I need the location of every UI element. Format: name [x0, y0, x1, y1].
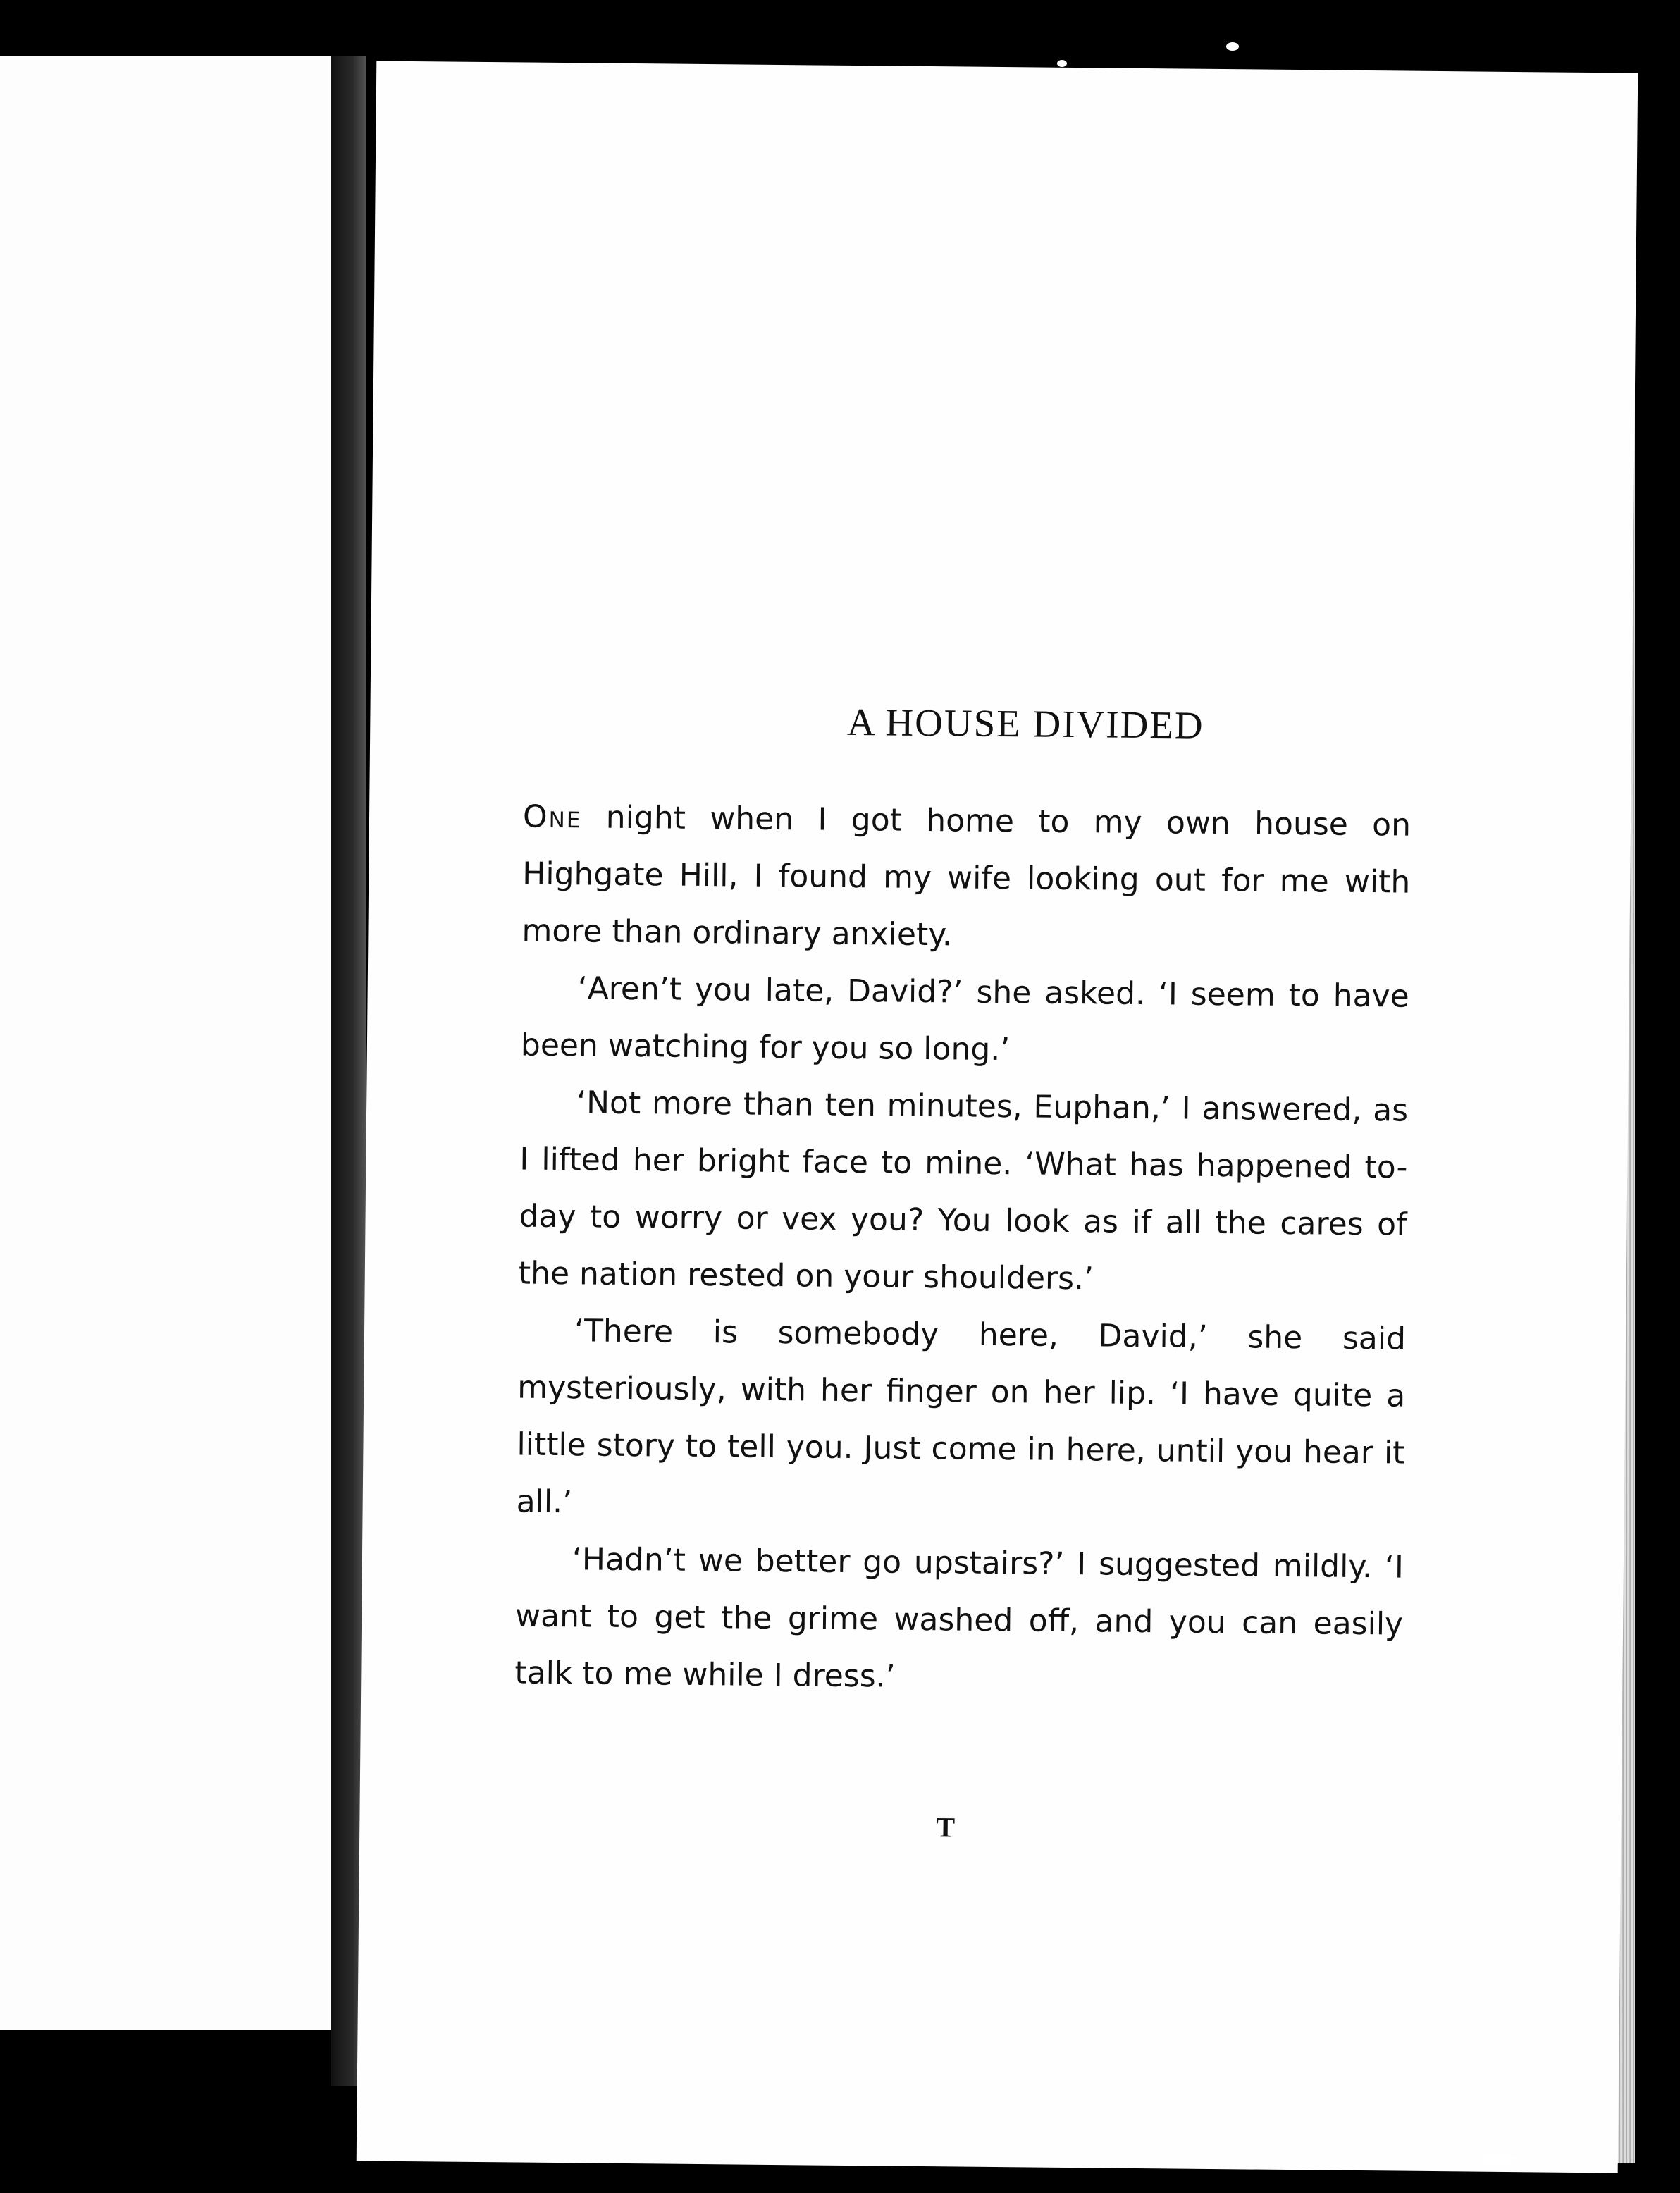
scan-speck	[1226, 42, 1239, 51]
scan-speck	[1480, 2153, 1515, 2166]
chapter-title: A HOUSE DIVIDED	[846, 700, 1204, 747]
paragraph-5: ‘Hadn’t we better go upstairs?’ I suggested mildly. ‘I want to get the grime washed off, and you can easily talk to me while I dress.’	[514, 1541, 1404, 1695]
left-blank-page	[0, 56, 331, 2030]
scan-speck	[1057, 60, 1067, 67]
paragraph-1-text: night when I got home to my own house on Highgate Hill, I found my wife looking out for me with more than ordinary anxiety.	[521, 799, 1412, 953]
signature-mark: T	[936, 1811, 956, 1843]
paragraph-1	[521, 789, 1411, 968]
right-text-page	[357, 61, 1638, 2173]
paragraph-2: ‘Aren’t you late, David?’ she asked. ‘I seem to have been watching for you so long.’	[520, 970, 1409, 1068]
paragraph-3: ‘Not more than ten minutes, Euphan,’ I answered, as I lifted her bright face to mine. ‘What has happened to-day to worry or vex you? You look as if all the cares of the nation rested on your shoulders.’	[518, 1085, 1409, 1297]
body-text	[514, 789, 1411, 1710]
opening-word: One	[522, 798, 582, 836]
paragraph-4: ‘There is somebody here, David,’ she said mysteriously, with her finger on her lip. ‘I have quite a little story to tell you. Just come in here, until you hear it all.’	[516, 1313, 1407, 1521]
